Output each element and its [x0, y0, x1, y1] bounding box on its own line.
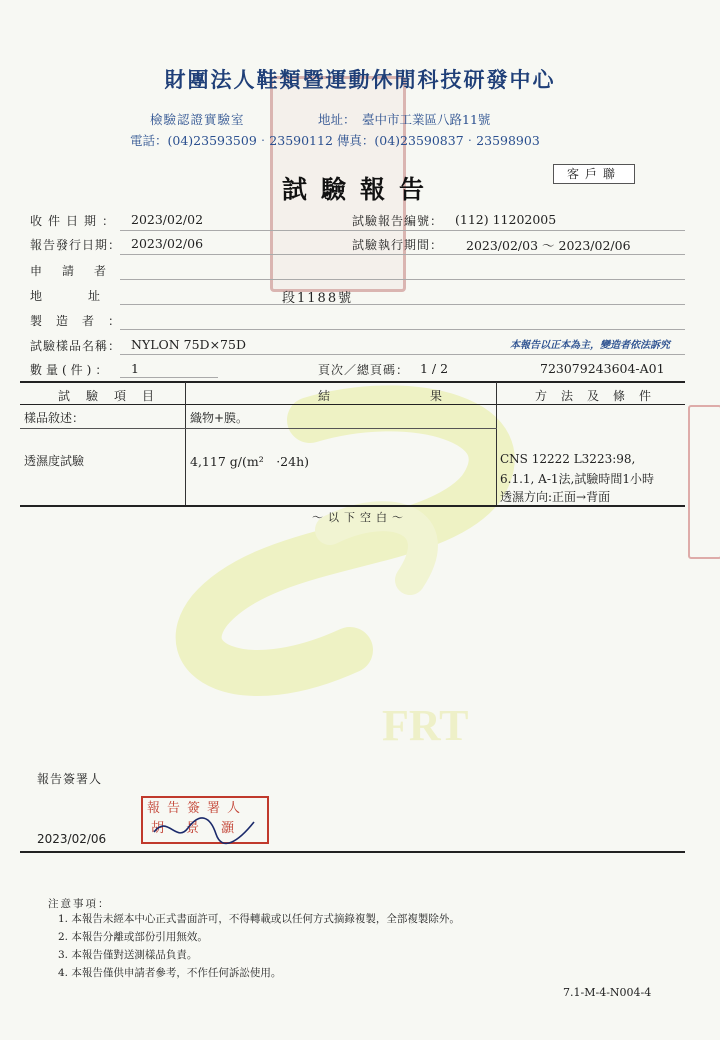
test-period-label: 試驗執行期間： — [352, 238, 444, 252]
copy-type-label: 客戶聯 — [553, 164, 635, 184]
pages-label: 頁次／總頁碼： — [318, 363, 410, 377]
rule — [20, 428, 497, 429]
frt-watermark-logo — [150, 380, 570, 780]
header-method: 方法及條件 — [535, 389, 666, 403]
address-row-label: 地址 — [30, 289, 147, 303]
table-header-divider — [20, 404, 685, 405]
note-item: 1. 本報告未經本中心正式書面許可，不得轉載或以任何方式摘錄複製，全部複製除外。 — [58, 913, 460, 925]
test-method-line: 透濕方向:正面→背面 — [500, 490, 611, 504]
note-item: 2. 本報告分離或部份引用無效。 — [58, 931, 208, 943]
receive-date: 2023/02/02 — [131, 212, 204, 227]
notes-title: 注意事項： — [48, 898, 111, 910]
header-result: 結果 — [318, 389, 543, 403]
watermark-text: FRT — [382, 701, 469, 750]
quantity-label: 數量(件)： — [30, 363, 112, 377]
table-bottom-border — [20, 505, 685, 507]
stamp-name: 胡景灝 — [151, 821, 257, 836]
handwritten-signature — [150, 812, 260, 846]
signature-date: 2023/02/06 — [37, 832, 107, 846]
table-col-divider — [185, 382, 186, 506]
pages: 1 / 2 — [420, 361, 449, 376]
issue-date: 2023/02/06 — [131, 236, 204, 251]
phone-fax-line: 電話：(04)23593509‧23590112 傳真：(04)23590837‧23598903 — [130, 133, 540, 148]
sample-desc-value: 織物+膜。 — [190, 411, 249, 425]
rule — [120, 279, 685, 280]
barcode-number: 723079243604-A01 — [540, 361, 665, 376]
table-col-divider — [496, 382, 497, 506]
manufacturer-label: 製造者： — [30, 314, 135, 328]
rule — [120, 304, 685, 305]
rule — [120, 377, 218, 378]
signature-divider — [20, 851, 685, 853]
test-period: 2023/02/03 ～ 2023/02/06 — [466, 238, 631, 253]
lab-name: 檢驗認證實驗室 — [150, 112, 245, 127]
test-item-name: 透濕度試驗 — [24, 454, 85, 468]
org-address: 臺中市工業區八路11號 — [362, 112, 491, 127]
report-no: (112) 11202005 — [455, 212, 557, 227]
applicant-label: 申請者 — [30, 264, 127, 278]
test-result-value: 4,117 g/(m² ·24h) — [190, 454, 310, 469]
notes-list — [58, 908, 460, 983]
quantity: 1 — [131, 361, 139, 376]
note-item: 3. 本報告僅對送測樣品負責。 — [58, 949, 198, 961]
form-code: 7.1-M-4-N004-4 — [563, 986, 652, 999]
header-test-item: 試驗項目 — [58, 389, 171, 403]
rule — [120, 254, 685, 255]
applicant-address: 段1188號 — [282, 291, 354, 306]
report-title: 試驗報告 — [281, 175, 438, 204]
stamp-title: 報告簽署人 — [147, 801, 248, 816]
table-top-border — [20, 381, 685, 383]
address-label: 地址： — [318, 112, 356, 127]
end-of-content-mark: ～以下空白～ — [312, 511, 408, 524]
sample-name: NYLON 75D×75D — [131, 337, 246, 352]
receive-date-label: 收件日期： — [30, 214, 121, 228]
test-method-line: CNS 12222 L3223:98, — [500, 452, 636, 466]
rule — [120, 329, 685, 330]
side-seal-stamp — [688, 405, 720, 559]
rule — [120, 230, 685, 231]
report-no-label: 試驗報告編號： — [352, 214, 444, 228]
rule — [120, 354, 685, 355]
issue-date-label: 報告發行日期： — [30, 238, 122, 252]
sample-desc-label: 樣品敘述： — [24, 411, 85, 425]
organization-name: 財團法人鞋類暨運動休閒科技研發中心 — [164, 68, 556, 92]
sample-name-label: 試驗樣品名稱： — [30, 339, 122, 353]
test-method-line: 6.1.1, A-1法,試驗時間1小時 — [500, 472, 654, 486]
note-item: 4. 本報告僅供申請者參考，不作任何訴訟使用。 — [58, 967, 282, 979]
copyright-notice: 本報告以正本為主，變造者依法訴究 — [510, 340, 670, 351]
signatory-label: 報告簽署人 — [37, 772, 103, 786]
